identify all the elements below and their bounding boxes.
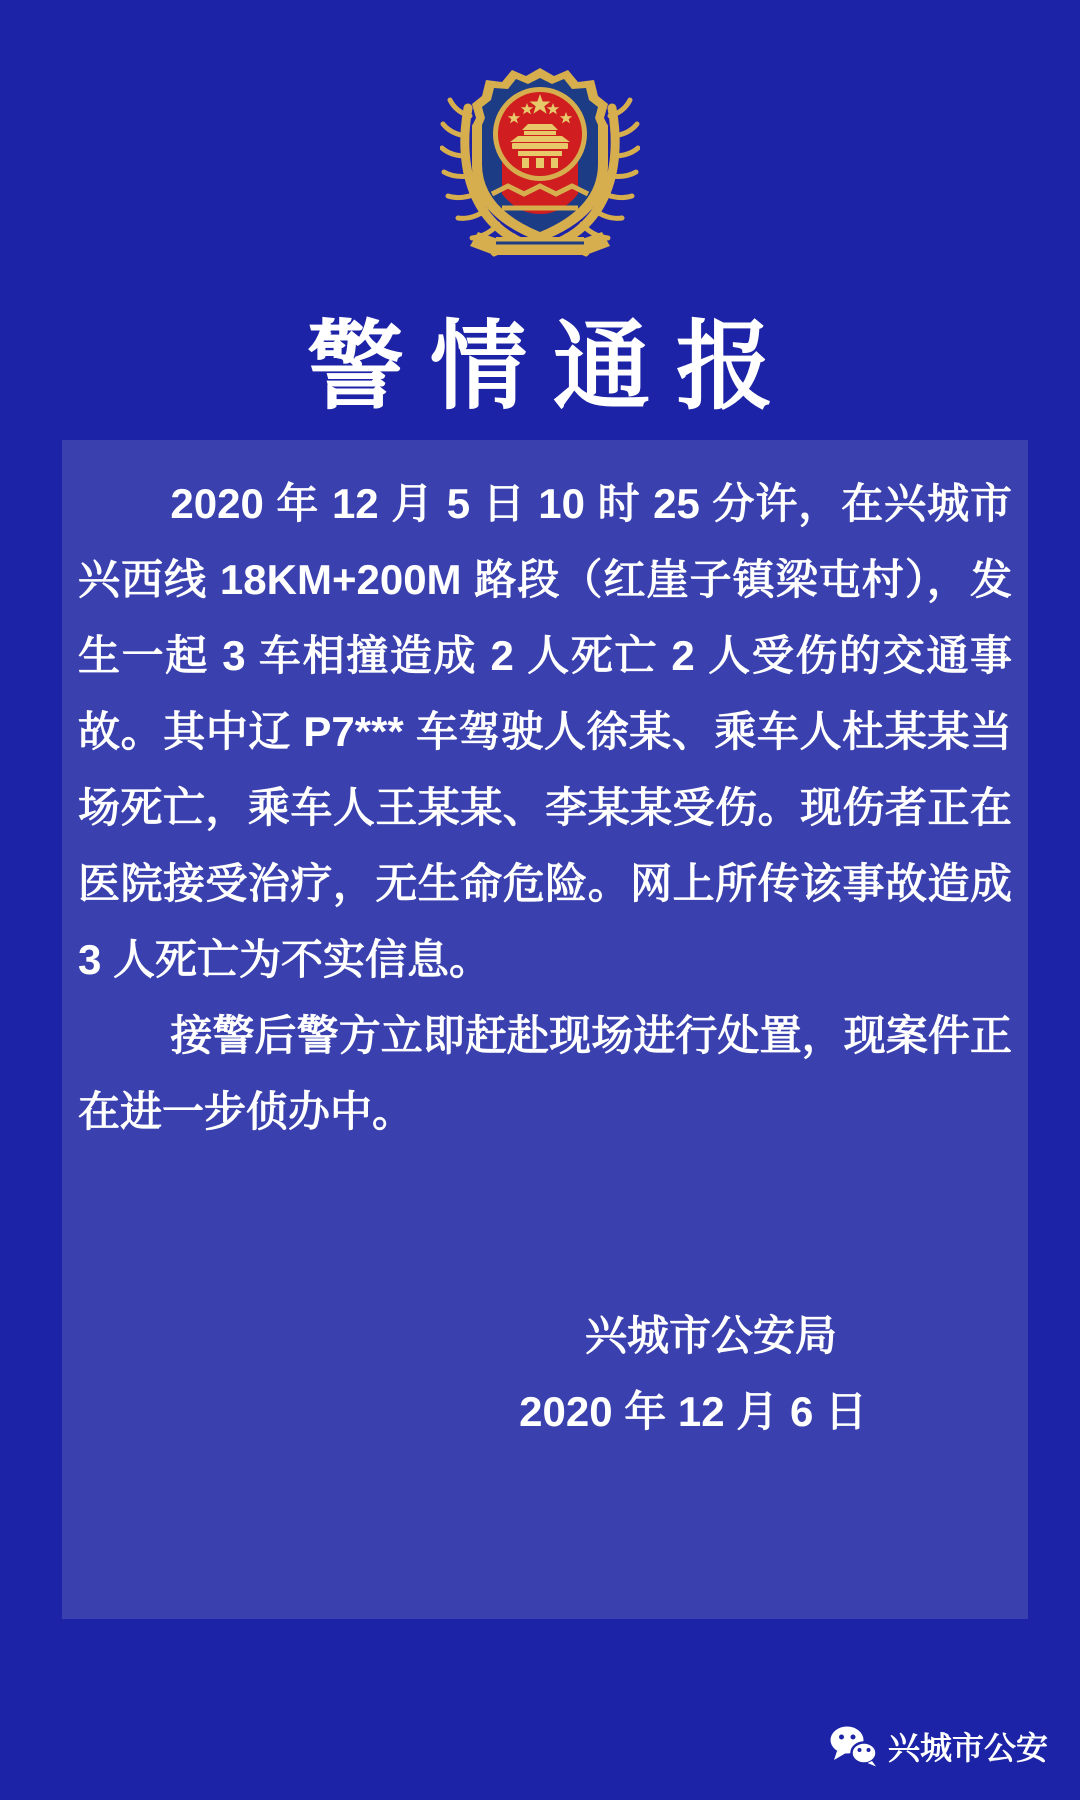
- body-paragraph-2: 接警后警方立即赶赴现场进行处置，现案件正在进一步侦办中。: [78, 1012, 1012, 1135]
- signature-authority: 兴城市公安局: [584, 1312, 837, 1359]
- police-badge-icon: [440, 46, 640, 258]
- body-paragraph-1: 2020 年 12 月 5 日 10 时 25 分许，在兴城市兴西线 18KM+200M 路段（红崖子镇梁屯村），发生一起 3 车相撞造成 2 人死亡 2 人受伤的交通事故。其中辽 P7*** 车驾驶人徐某、乘车人杜某某当场死亡，乘车人王某某、李某某受伤。现伤者正在医院接受治疗，无生命危险。网上所传该事故造成 3 人死亡为不实信息。: [78, 480, 1012, 983]
- notice-title: 警情通报: [307, 312, 799, 421]
- wechat-icon: [829, 1725, 879, 1767]
- signature-date: 2020 年 12 月 6 日: [519, 1388, 867, 1435]
- footer: [829, 1722, 1048, 1770]
- wechat-account-name: 兴城市公安: [887, 1730, 1048, 1766]
- notice-body-panel: [62, 440, 1028, 1619]
- signature-block: [78, 1298, 1012, 1450]
